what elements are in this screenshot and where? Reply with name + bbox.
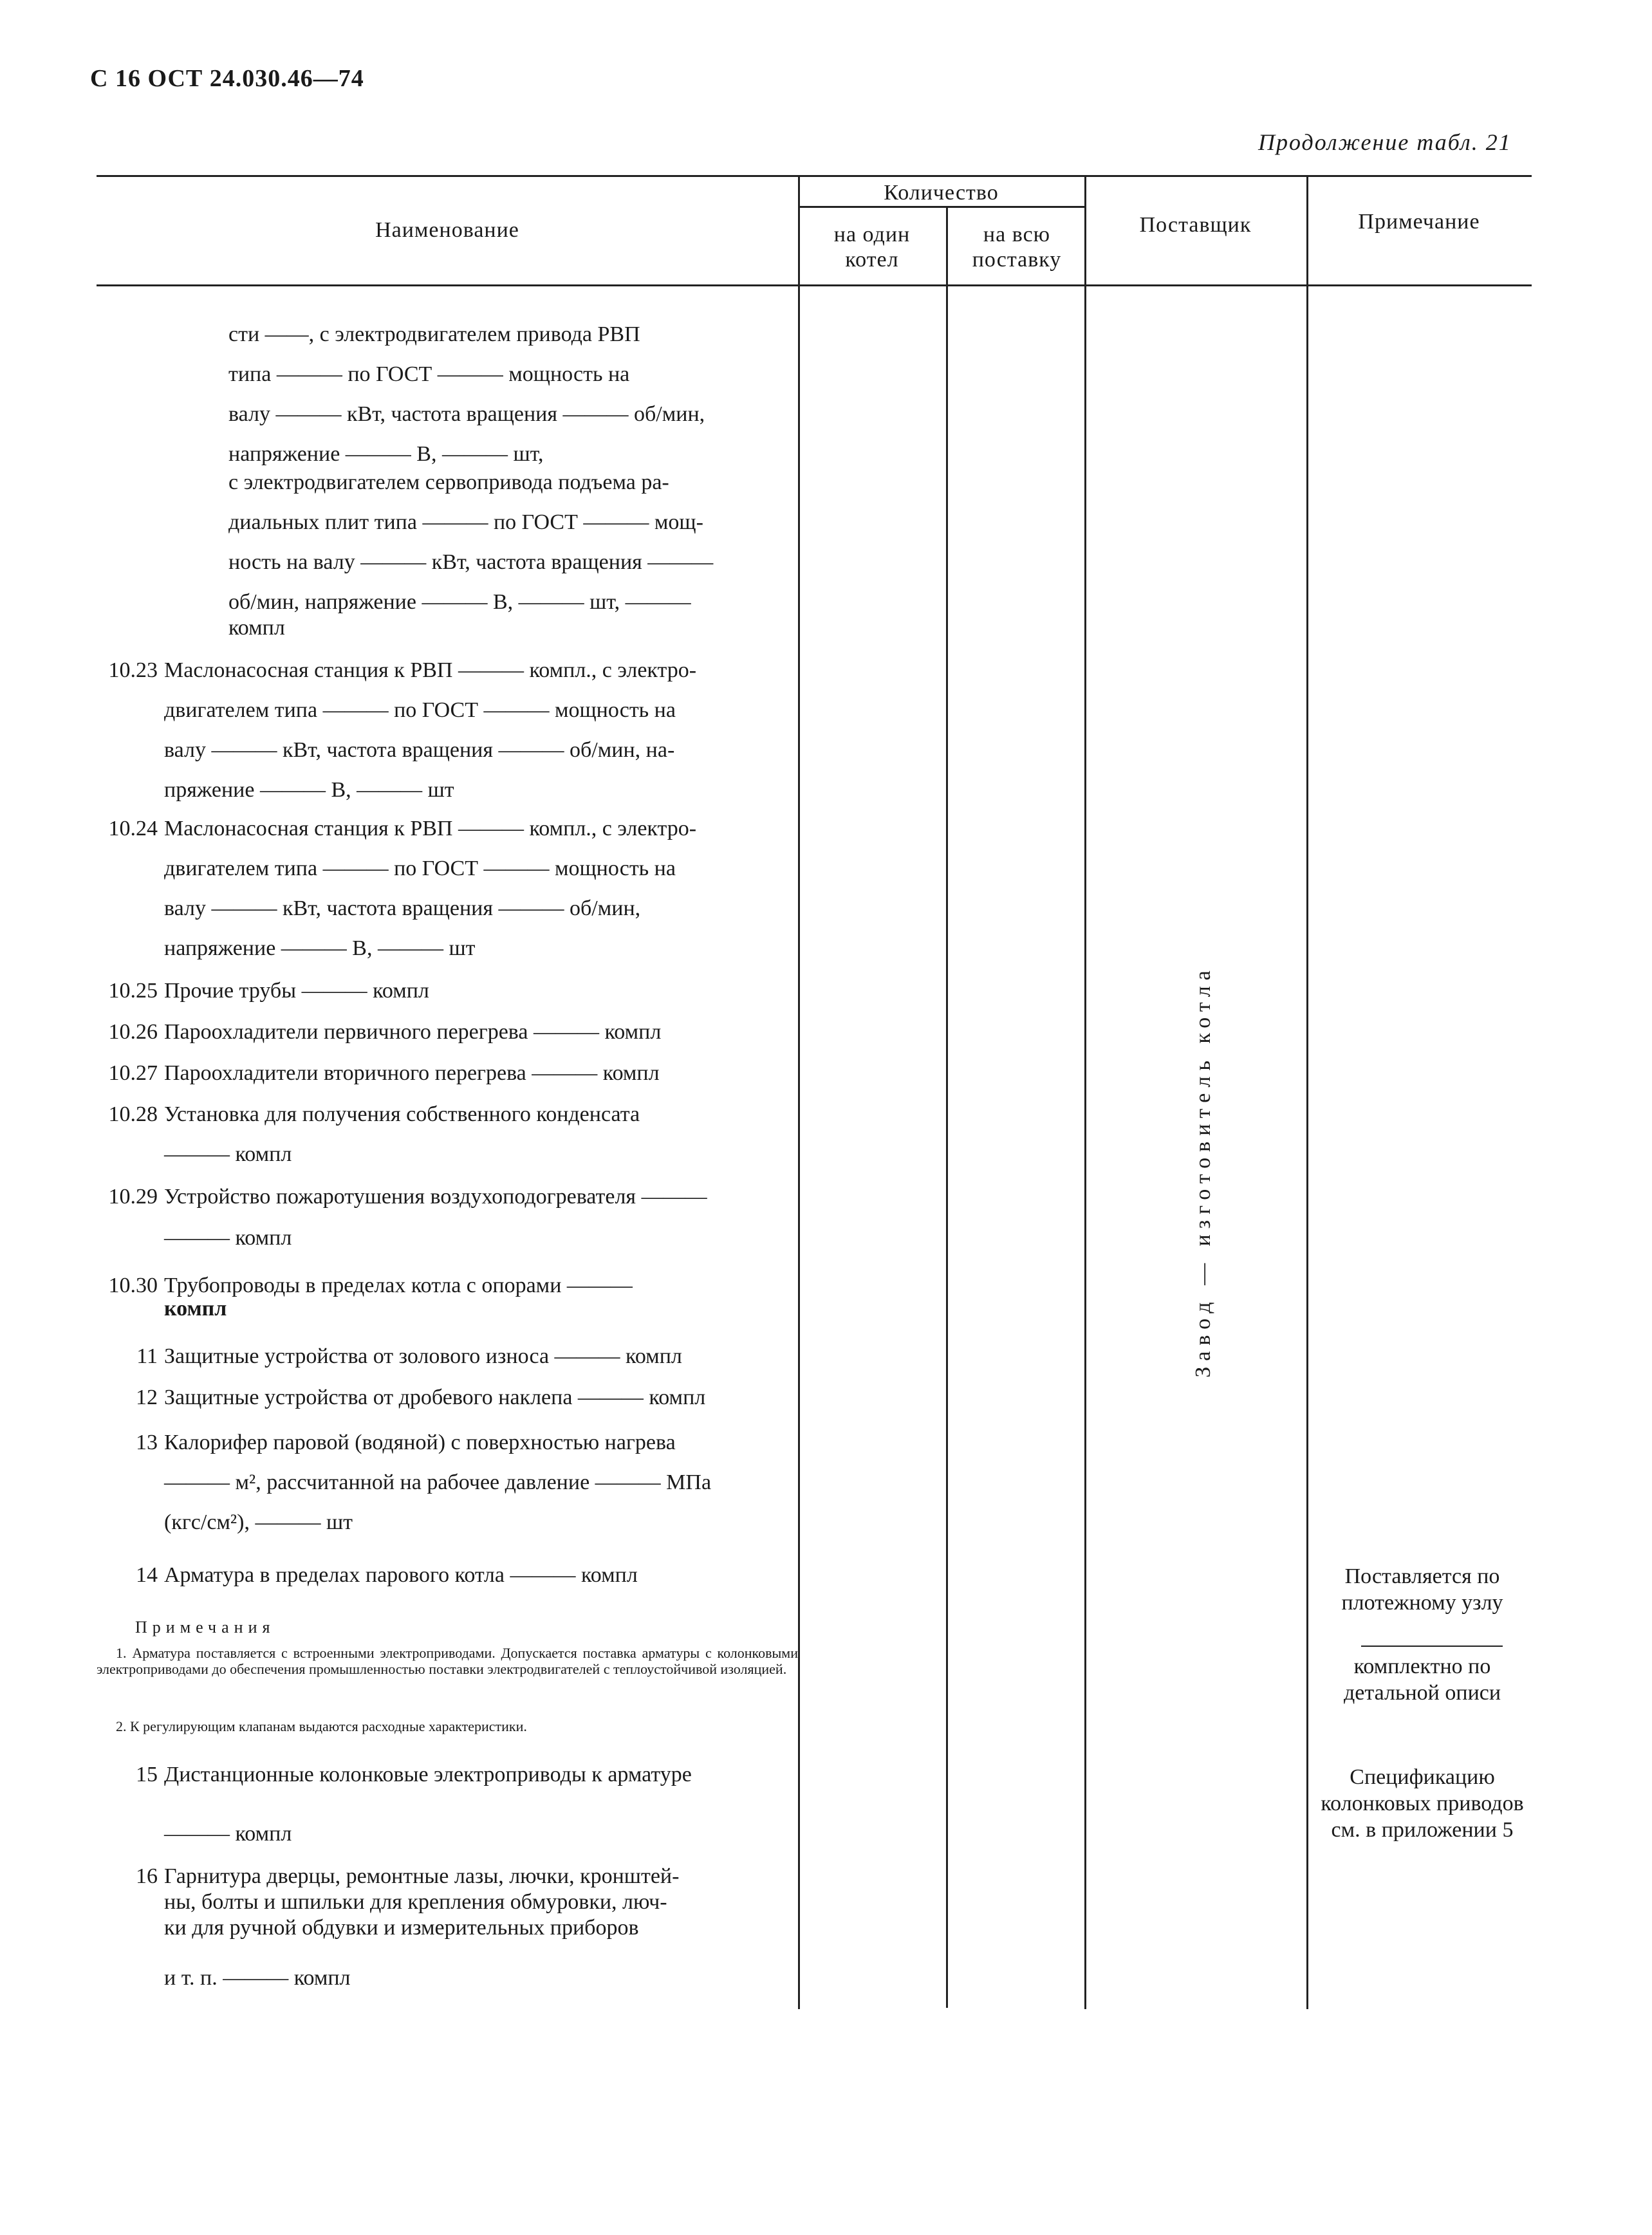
row-number: 10.30 bbox=[108, 1274, 158, 1297]
table-row-12 bbox=[97, 1385, 798, 1417]
row-number: 13 bbox=[136, 1431, 158, 1454]
row-number: 10.23 bbox=[108, 658, 158, 682]
row-line: Арматура в пределах парового котла ——— компл bbox=[164, 1563, 638, 1587]
col-divider-2 bbox=[946, 206, 948, 2008]
col-divider-4 bbox=[1306, 175, 1308, 2009]
cont-line: с электродвигателем сервопривода подъема ра- bbox=[228, 470, 669, 494]
note-1: 1. Арматура поставляется с встроенными электроприводами. Допускается поставка арматуры с колонковыми электроприводами до обеспечения промышленностью поставки электродвигателей с теплоустойчивой изоляцией. bbox=[97, 1645, 798, 1678]
row-number: 10.26 bbox=[108, 1020, 158, 1044]
remark-14b: комплектно по детальной описи bbox=[1343, 1655, 1501, 1705]
row-line: ——— м², рассчитанной на рабочее давление ——— МПа bbox=[164, 1470, 712, 1494]
row-line: Прочие трубы ——— компл bbox=[164, 979, 429, 1003]
cont-line: типа ——— по ГОСТ ——— мощность на bbox=[228, 362, 630, 386]
table-row-10-25 bbox=[97, 978, 798, 1010]
notes-title: Примечания bbox=[135, 1618, 275, 1637]
row-number: 11 bbox=[136, 1344, 158, 1368]
row-line: Пароохладители первичного перегрева ——— компл bbox=[164, 1020, 662, 1044]
row-number: 10.29 bbox=[108, 1185, 158, 1209]
row-line: ——— компл bbox=[164, 1226, 292, 1250]
quantity-rule bbox=[798, 206, 1084, 208]
table-row-10-24 bbox=[97, 816, 798, 970]
table-row-10-26 bbox=[97, 1019, 798, 1052]
header-supplier: Поставщик bbox=[1139, 213, 1252, 237]
continuation-label: Продолжение табл. 21 bbox=[1258, 129, 1512, 155]
header-quantity: Количество bbox=[884, 181, 999, 205]
row-line: напряжение ——— В, ——— шт bbox=[164, 936, 476, 960]
row-line: Маслонасосная станция к РВП ——— компл., с электро- bbox=[164, 658, 697, 682]
row-line: Дистанционные колонковые электроприводы к арматуре bbox=[164, 1763, 692, 1786]
row-line: и т. п. ——— компл bbox=[164, 1966, 351, 1990]
header-name: Наименование bbox=[375, 218, 519, 242]
remark-divider bbox=[1361, 1646, 1503, 1647]
row-line: ——— компл bbox=[164, 1142, 292, 1166]
cont-line: диальных плит типа ——— по ГОСТ ——— мощ- bbox=[228, 510, 703, 534]
row-line: Защитные устройства от дробевого наклепа ——— компл bbox=[164, 1386, 706, 1409]
remark-14a: Поставляется по плотежному узлу bbox=[1341, 1564, 1503, 1615]
table-top-rule bbox=[97, 175, 1532, 177]
row-line: ——— компл bbox=[164, 1822, 292, 1846]
row-number: 15 bbox=[136, 1763, 158, 1786]
table-row-15 bbox=[97, 1762, 798, 1852]
table-row-10-29 bbox=[97, 1184, 798, 1255]
row-line: двигателем типа ——— по ГОСТ ——— мощность на bbox=[164, 857, 676, 880]
remark-15: Спецификацию колонковых приводов см. в приложении 5 bbox=[1321, 1765, 1524, 1842]
cont-line: ность на валу ——— кВт, частота вращения ——— bbox=[228, 550, 714, 574]
row-number: 14 bbox=[136, 1563, 158, 1587]
row-line: валу ——— кВт, частота вращения ——— об/мин, bbox=[164, 896, 641, 920]
table-row-10-28 bbox=[97, 1102, 798, 1173]
row-line: Установка для получения собственного конденсата bbox=[164, 1102, 640, 1126]
supplier-vertical: Завод — изготовитель котла bbox=[1191, 965, 1215, 1378]
header-per-boiler: на один котел bbox=[833, 223, 911, 272]
cont-line: сти ——, с электродвигателем привода РВП bbox=[228, 322, 640, 346]
col-divider-3 bbox=[1084, 175, 1086, 2009]
table-row-14 bbox=[97, 1563, 798, 1595]
header-per-delivery: на всю поставку bbox=[972, 223, 1062, 272]
cont-line: об/мин, напряжение ——— В, ——— шт, ——— bbox=[228, 590, 691, 614]
table-row-13 bbox=[97, 1430, 798, 1546]
row-line: Маслонасосная станция к РВП ——— компл., с электро- bbox=[164, 817, 697, 840]
row-number: 10.25 bbox=[108, 979, 158, 1003]
table-row-10-23 bbox=[97, 658, 798, 812]
row-number: 12 bbox=[136, 1386, 158, 1409]
row-line: пряжение ——— В, ——— шт bbox=[164, 778, 454, 802]
row-line: ны, болты и шпильки для крепления обмуровки, люч- bbox=[164, 1890, 667, 1914]
note-2: 2. К регулирующим клапанам выдаются расходные характеристики. bbox=[116, 1718, 527, 1734]
row-line: валу ——— кВт, частота вращения ——— об/мин, на- bbox=[164, 738, 675, 762]
header-note: Примечание bbox=[1358, 210, 1480, 234]
row-number: 10.27 bbox=[108, 1061, 158, 1085]
row-number: 16 bbox=[136, 1864, 158, 1888]
col-divider-1 bbox=[798, 175, 800, 2009]
table-row-11 bbox=[97, 1344, 798, 1376]
cont-line: напряжение ——— В, ——— шт, bbox=[228, 442, 544, 466]
row-line: Пароохладители вторичного перегрева ——— компл bbox=[164, 1061, 660, 1085]
cont-line: компл bbox=[228, 616, 285, 640]
row-line: двигателем типа ——— по ГОСТ ——— мощность на bbox=[164, 698, 676, 722]
page-header: С 16 ОСТ 24.030.46—74 bbox=[90, 65, 364, 92]
table-row-10-30 bbox=[97, 1273, 798, 1324]
row-number: 10.24 bbox=[108, 817, 158, 840]
table-row-16 bbox=[97, 1864, 798, 2005]
header-bottom-rule bbox=[97, 284, 1532, 286]
row-line: Защитные устройства от золового износа ——— компл bbox=[164, 1344, 682, 1368]
table-row-10-27 bbox=[97, 1061, 798, 1093]
row-line: Трубопроводы в пределах котла с опорами ——— bbox=[164, 1274, 633, 1297]
row-line: Гарнитура дверцы, ремонтные лазы, лючки, кронштей- bbox=[164, 1864, 680, 1888]
row-line: Устройство пожаротушения воздухоподогревателя ——— bbox=[164, 1185, 707, 1209]
row-line: Калорифер паровой (водяной) с поверхностью нагрева bbox=[164, 1431, 676, 1454]
cont-line: валу ——— кВт, частота вращения ——— об/мин, bbox=[228, 402, 705, 426]
row-number: 10.28 bbox=[108, 1102, 158, 1126]
row-line: компл bbox=[164, 1297, 227, 1321]
row-line: ки для ручной обдувки и измерительных приборов bbox=[164, 1916, 639, 1940]
row-line: (кгс/см²), ——— шт bbox=[164, 1510, 353, 1534]
